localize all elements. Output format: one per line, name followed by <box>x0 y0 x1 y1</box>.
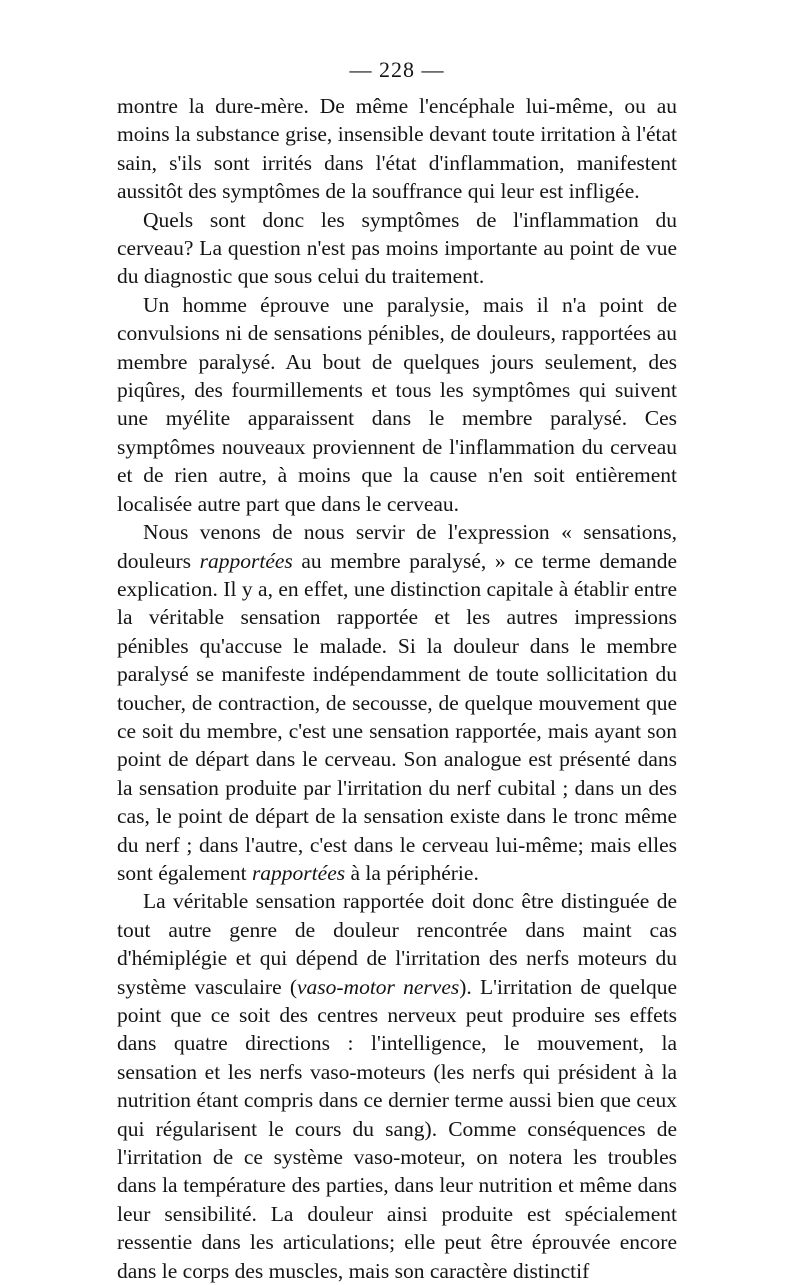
paragraph-5-italic-a: vaso-motor nerves <box>296 974 460 999</box>
paragraph-4 <box>117 518 677 887</box>
paragraph-3: Un homme éprouve une paralysie, mais il n'a point de convulsions ni de sensations pénibles, de douleurs, rapportées au membre paralysé. Au bout de quelques jours seulement, des piqûres, des fourmillements et tous les symptômes qui suivent une myélite apparaissent dans le membre paralysé. Ces symptômes nouveaux proviennent de l'inflammation du cerveau et de rien autre, à moins que la cause n'en soit entièrement localisée autre part que dans le cerveau. <box>117 292 677 516</box>
paragraph-1: montre la dure-mère. De même l'encéphale lui-même, ou au moins la substance grise, insensible devant toute irritation à l'état sain, s'ils sont irrités dans l'état d'inflammation, manifestent aussitôt des symptômes de la souffrance qui leur est infligée. <box>117 94 677 204</box>
paragraph-5-text-b: ). L'irritation de quelque point que ce soit des centres nerveux peut produire ses effets dans quatre directions : l'intelligence, le mouvement, la sensation et les nerfs vaso-moteurs (les nerfs qui président à la nutrition étant compris dans ce dernier terme aussi bien que ceux qui régularisent le cours du sang). Comme conséquences de l'irritation de ce système vaso-moteur, on notera les troubles dans la température des parties, dans leur nutrition et même dans leur sensibilité. La douleur ainsi produite est spécialement ressentie dans les articulations; elle peut être éprouvée encore dans le corps des muscles, mais son caractère distinctif <box>117 974 677 1283</box>
paragraph-4-italic-b: rapportées <box>251 860 346 885</box>
paragraph-5-text-a: La véritable sensation rapportée doit donc être distinguée de tout autre genre de douleur rencontrée dans maint cas d'hémiplégie et qui dépend de l'irritation des nerfs moteurs du système vasculaire ( <box>117 889 677 999</box>
body-text <box>117 92 677 1285</box>
paragraph-5 <box>117 887 677 1285</box>
paragraph-4-italic-a: rapportées <box>199 548 293 573</box>
page-number: — 228 — <box>349 57 445 82</box>
paragraph-2: Quels sont donc les symptômes de l'inflammation du cerveau? La question n'est pas moins importante au point de vue du diagnostic que sous celui du traitement. <box>117 207 677 289</box>
paragraph-4-text-a: Nous venons de nous servir de l'expression « sensations, douleurs <box>117 520 677 573</box>
paragraph-4-text-c: à la périphérie. <box>345 860 479 885</box>
paragraph-4-text-b: au membre paralysé, » ce terme demande explication. Il y a, en effet, une distinction capitale à établir entre la véritable sensation rapportée et les autres impressions pénibles qu'accuse le malade. Si la douleur dans le membre paralysé se manifeste indépendamment de toute sollicitation du toucher, de contraction, de secousse, de quelque mouvement que ce soit du membre, c'est une sensation rapportée, mais ayant son point de départ dans le cerveau. Son analogue est présenté dans la sensation produite par l'irritation du nerf cubital ; dans un des cas, le point de départ de la sensation existe dans le tronc même du nerf ; dans l'autre, c'est dans le cerveau lui-même; mais elles sont également <box>117 548 677 885</box>
